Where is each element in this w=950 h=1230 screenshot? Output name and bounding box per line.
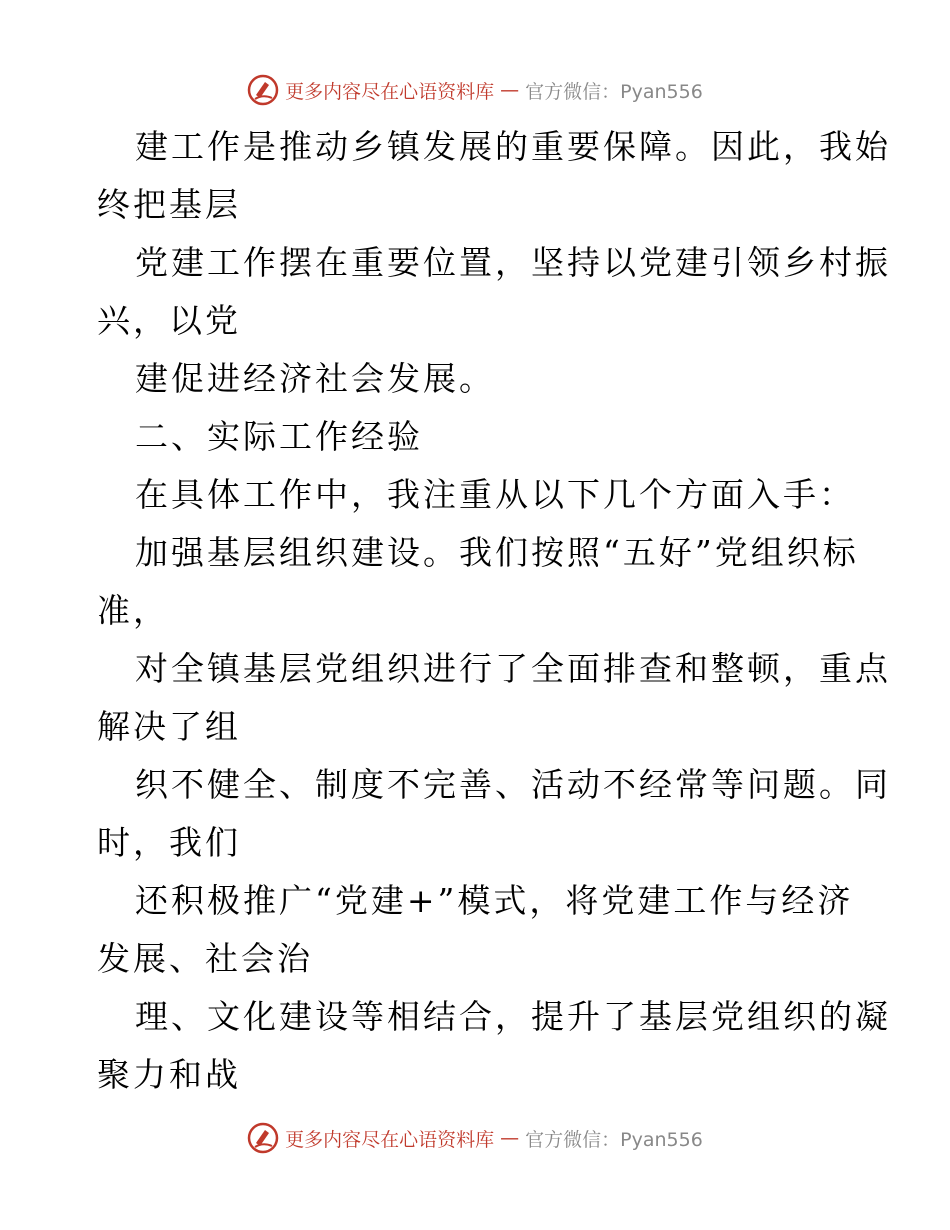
paragraph-line: 理、文化建设等相结合，提升了基层党组织的凝 [135,997,891,1036]
header-watermark-banner [0,70,950,110]
paragraph-line: 在具体工作中，我注重从以下几个方面入手： [135,475,855,514]
brand-logo-icon [247,74,279,106]
paragraph-line: 兴，以党 [97,301,241,340]
paragraph-line: 发展、社会治 [97,939,313,978]
header-banner-red-text: 更多内容尽在心语资料库 [285,80,495,103]
paragraph-line: 时，我们 [97,823,241,862]
document-body [97,118,891,1104]
footer-banner-separator: — [500,1127,520,1149]
paragraph-line: 准， [97,591,169,630]
paragraph-line: 建工作是推动乡镇发展的重要保障。因此，我始 [135,127,891,166]
header-banner-gray-text: 官方微信：Pyan556 [525,80,703,103]
section-heading: 二、实际工作经验 [135,417,423,456]
paragraph-line: 终把基层 [97,185,241,224]
paragraph-line: 加强基层组织建设。我们按照“五好”党组织标 [135,533,859,572]
paragraph-line: 解决了组 [97,707,241,746]
brand-logo-icon [247,1122,279,1154]
paragraph-line: 建促进经济社会发展。 [135,359,495,398]
header-banner-separator: — [500,79,520,101]
paragraph-line: 党建工作摆在重要位置，坚持以党建引领乡村振 [135,243,891,282]
paragraph-line: 织不健全、制度不完善、活动不经常等问题。同 [135,765,891,804]
footer-banner-gray-text: 官方微信：Pyan556 [525,1128,703,1151]
paragraph-line: 聚力和战 [97,1055,241,1094]
paragraph-line: 还积极推广“党建+”模式，将党建工作与经济 [135,881,854,920]
footer-watermark-banner [0,1118,950,1158]
footer-banner-red-text: 更多内容尽在心语资料库 [285,1128,495,1151]
paragraph-line: 对全镇基层党组织进行了全面排查和整顿，重点 [135,649,891,688]
